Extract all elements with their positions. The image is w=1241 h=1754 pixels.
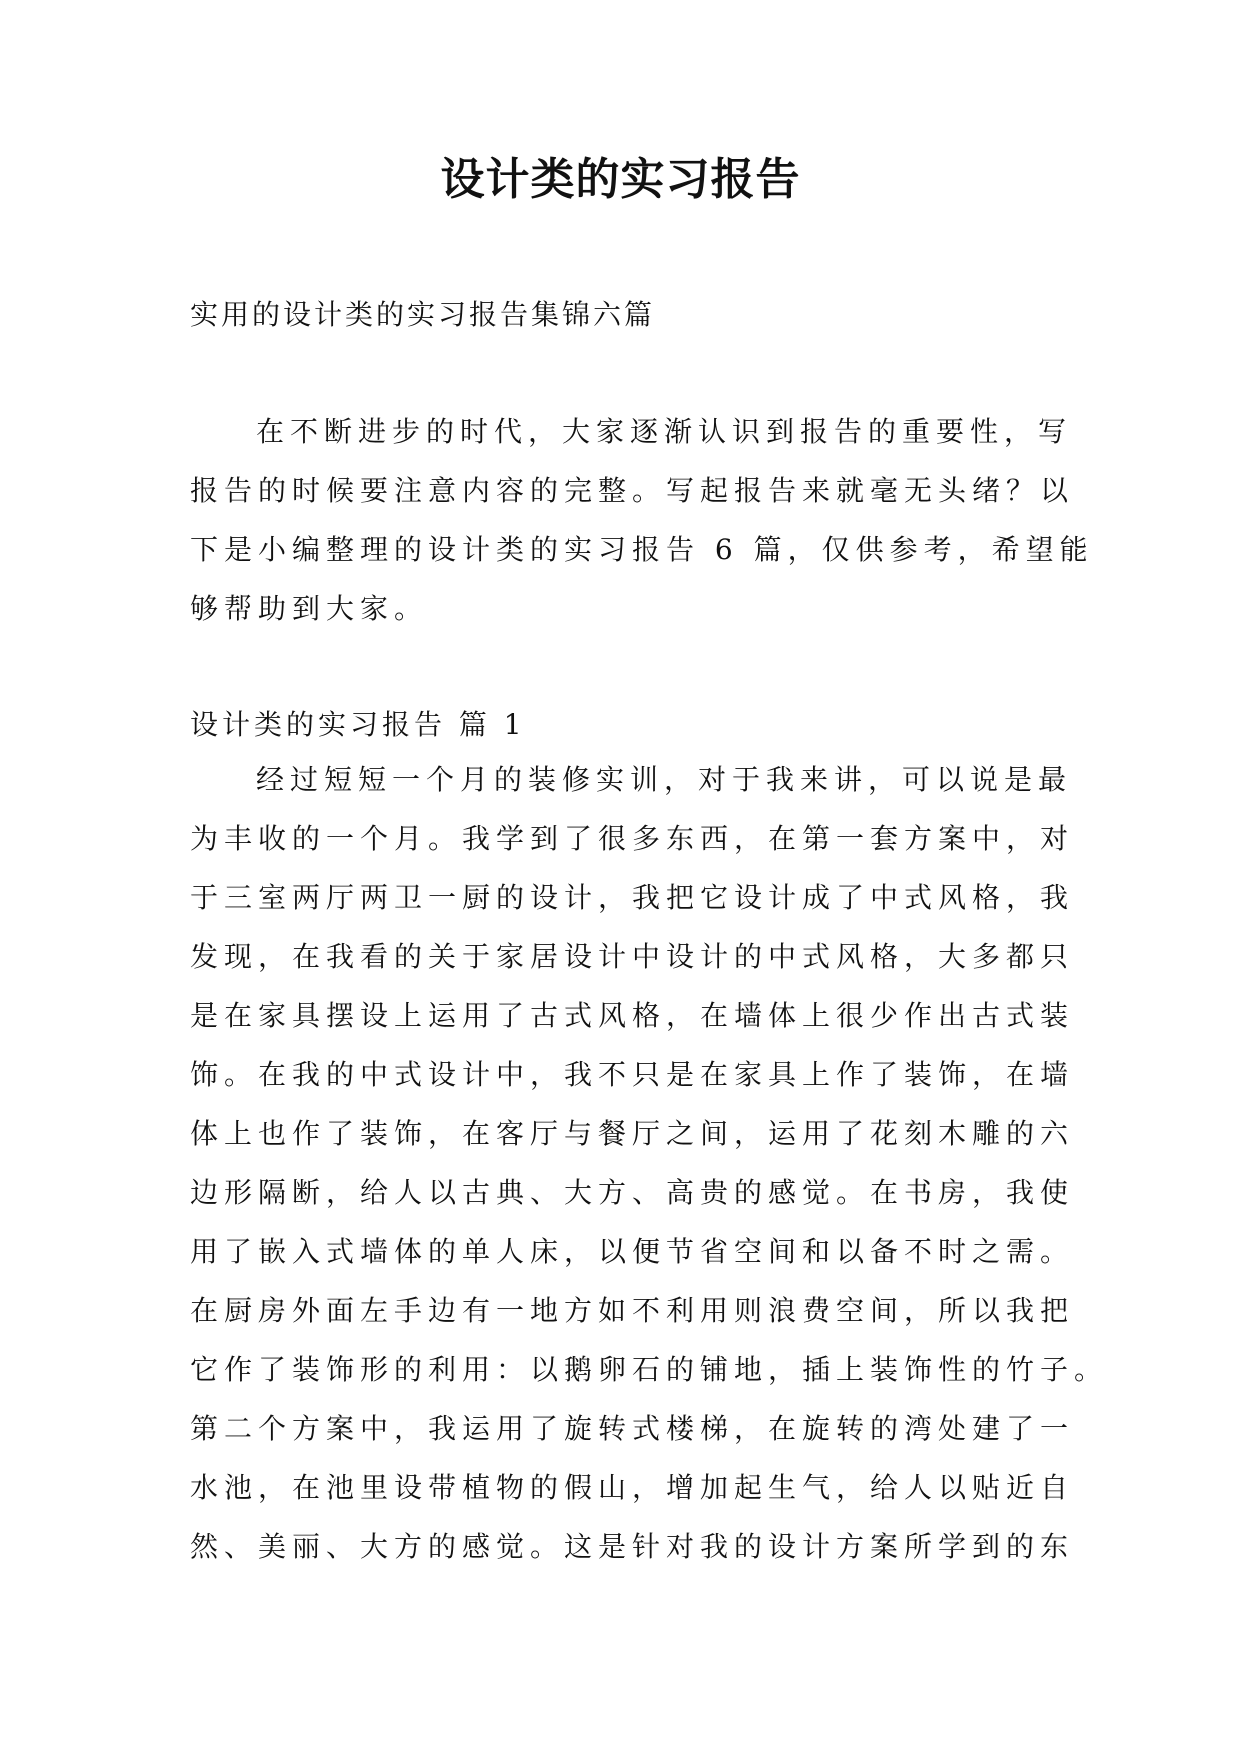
body-line: 于三室两厅两卫一厨的设计，我把它设计成了中式风格，我 xyxy=(190,881,1075,914)
body-line: 经过短短一个月的装修实训，对于我来讲，可以说是最 xyxy=(256,763,1073,796)
body-line: 是在家具摆设上运用了古式风格，在墙体上很少作出古式装 xyxy=(190,999,1075,1032)
intro-line: 够帮助到大家。 xyxy=(190,592,429,625)
intro-line: 报告的时候要注意内容的完整。写起报告来就毫无头绪？以 xyxy=(190,474,1075,507)
body-line: 饰。在我的中式设计中，我不只是在家具上作了装饰，在墙 xyxy=(190,1058,1075,1091)
document-title: 设计类的实习报告 xyxy=(440,154,801,205)
body-line: 用了嵌入式墙体的单人床，以便节省空间和以备不时之需。 xyxy=(190,1235,1075,1268)
intro-line: 在不断进步的时代，大家逐渐认识到报告的重要性，写 xyxy=(256,415,1073,448)
body-line: 在厨房外面左手边有一地方如不利用则浪费空间，所以我把 xyxy=(190,1294,1075,1327)
body-line: 它作了装饰形的利用：以鹅卵石的铺地，插上装饰性的竹子。 xyxy=(190,1353,1109,1386)
body-line: 水池，在池里设带植物的假山，增加起生气，给人以贴近自 xyxy=(190,1471,1075,1504)
body-line: 第二个方案中，我运用了旋转式楼梯，在旋转的湾处建了一 xyxy=(190,1412,1075,1445)
intro-paragraph xyxy=(190,402,1094,638)
body-line: 体上也作了装饰，在客厅与餐厅之间，运用了花刻木雕的六 xyxy=(190,1117,1075,1150)
body-line: 边形隔断，给人以古典、大方、高贵的感觉。在书房，我使 xyxy=(190,1176,1075,1209)
body-line: 发现，在我看的关于家居设计中设计的中式风格，大多都只 xyxy=(190,940,1075,973)
intro-line: 下是小编整理的设计类的实习报告 6 篇，仅供参考，希望能 xyxy=(190,533,1094,566)
body-line: 为丰收的一个月。我学到了很多东西，在第一套方案中，对 xyxy=(190,822,1075,855)
document-subtitle: 实用的设计类的实习报告集锦六篇 xyxy=(190,298,656,331)
section-heading: 设计类的实习报告 篇 1 xyxy=(190,708,526,741)
section-body-paragraph xyxy=(190,750,1108,1576)
body-line: 然、美丽、大方的感觉。这是针对我的设计方案所学到的东 xyxy=(190,1530,1075,1563)
